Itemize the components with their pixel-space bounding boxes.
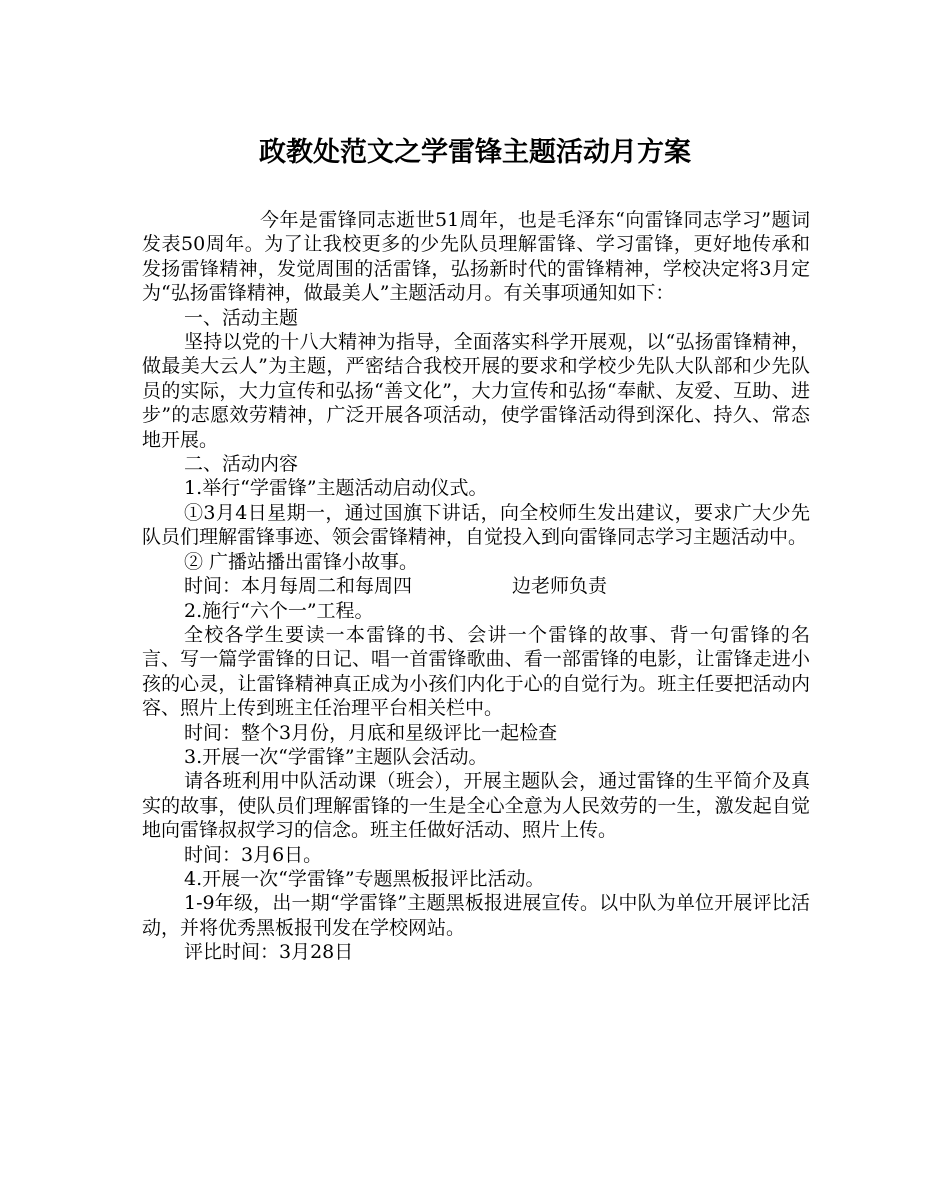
intro-paragraph: 今年是雷锋同志逝世51周年，也是毛泽东“向雷锋同志学习”题词发表50周年。为了让我校更多的少先队员理解雷锋、学习雷锋，更好地传承和发扬雷锋精神，发觉周围的活雷锋，弘扬新时代的雷锋精神，学校决定将3月定为“弘扬雷锋精神，做最美人”主题活动月。有关事项通知如下： [142,209,810,305]
item2-body: 全校各学生要读一本雷锋的书、会讲一个雷锋的故事、背一句雷锋的名言、写一篇学雷锋的日记、唱一首雷锋歌曲、看一部雷锋的电影，让雷锋走进小孩的心灵，让雷锋精神真正成为小孩们内化于心的自觉行为。班主任要把活动内容、照片上传到班主任治理平台相关栏中。 [142,623,810,720]
document-body [142,208,810,965]
item1-sub2: ② 广播站播出雷锋小故事。 [184,550,419,573]
item3-time: 时间：3月6日。 [184,843,323,866]
item2-heading: 2.施行“六个一”工程。 [184,599,374,622]
item4-body: 1-9年级，出一期“学雷锋”主题黑板报进展宣传。以中队为单位开展评比活动，并将优秀黑板报刊发在学校网站。 [142,892,810,939]
section2-heading: 二、活动内容 [184,453,299,476]
document-title: 政教处范文之学雷锋主题活动月方案 [259,137,691,168]
item1-owner: 边老师负责 [512,575,608,598]
section1-heading: 一、活动主题 [184,306,299,329]
item1-time: 时间：本月每周二和每周四 [184,575,413,598]
item1-sub1: ①3月4日星期一，通过国旗下讲话，向全校师生发出建议，要求广大少先队员们理解雷锋事迹、领会雷锋精神，自觉投入到向雷锋同志学习主题活动中。 [142,501,810,549]
item1-time-line [142,574,810,598]
item4-heading: 4.开展一次“学雷锋”专题黑板报评比活动。 [184,867,545,890]
item3-heading: 3.开展一次“学雷锋”主题队会活动。 [184,745,488,768]
item3-body: 请各班利用中队活动课（班会），开展主题队会，通过雷锋的生平简介及真实的故事，使队员们理解雷锋的一生是全心全意为人民效劳的一生，激发起自觉地向雷锋叔叔学习的信念。班主任做好活动、照片上传。 [142,770,810,842]
item1-heading: 1.举行“学雷锋”主题活动启动仪式。 [184,477,488,500]
section1-body: 坚持以党的十八大精神为指导，全面落实科学开展观，以“弘扬雷锋精神，做最美大云人”为主题，严密结合我校开展的要求和学校少先队大队部和少先队员的实际，大力宣传和弘扬“善文化”，大力宣传和弘扬“奉献、友爱、互助、进步”的志愿效劳精神，广泛开展各项活动，使学雷锋活动得到深化、持久、常态地开展。 [142,331,810,451]
item2-time: 时间：整个3月份，月底和星级评比一起检查 [184,721,558,744]
item4-time: 评比时间：3月28日 [184,941,354,964]
